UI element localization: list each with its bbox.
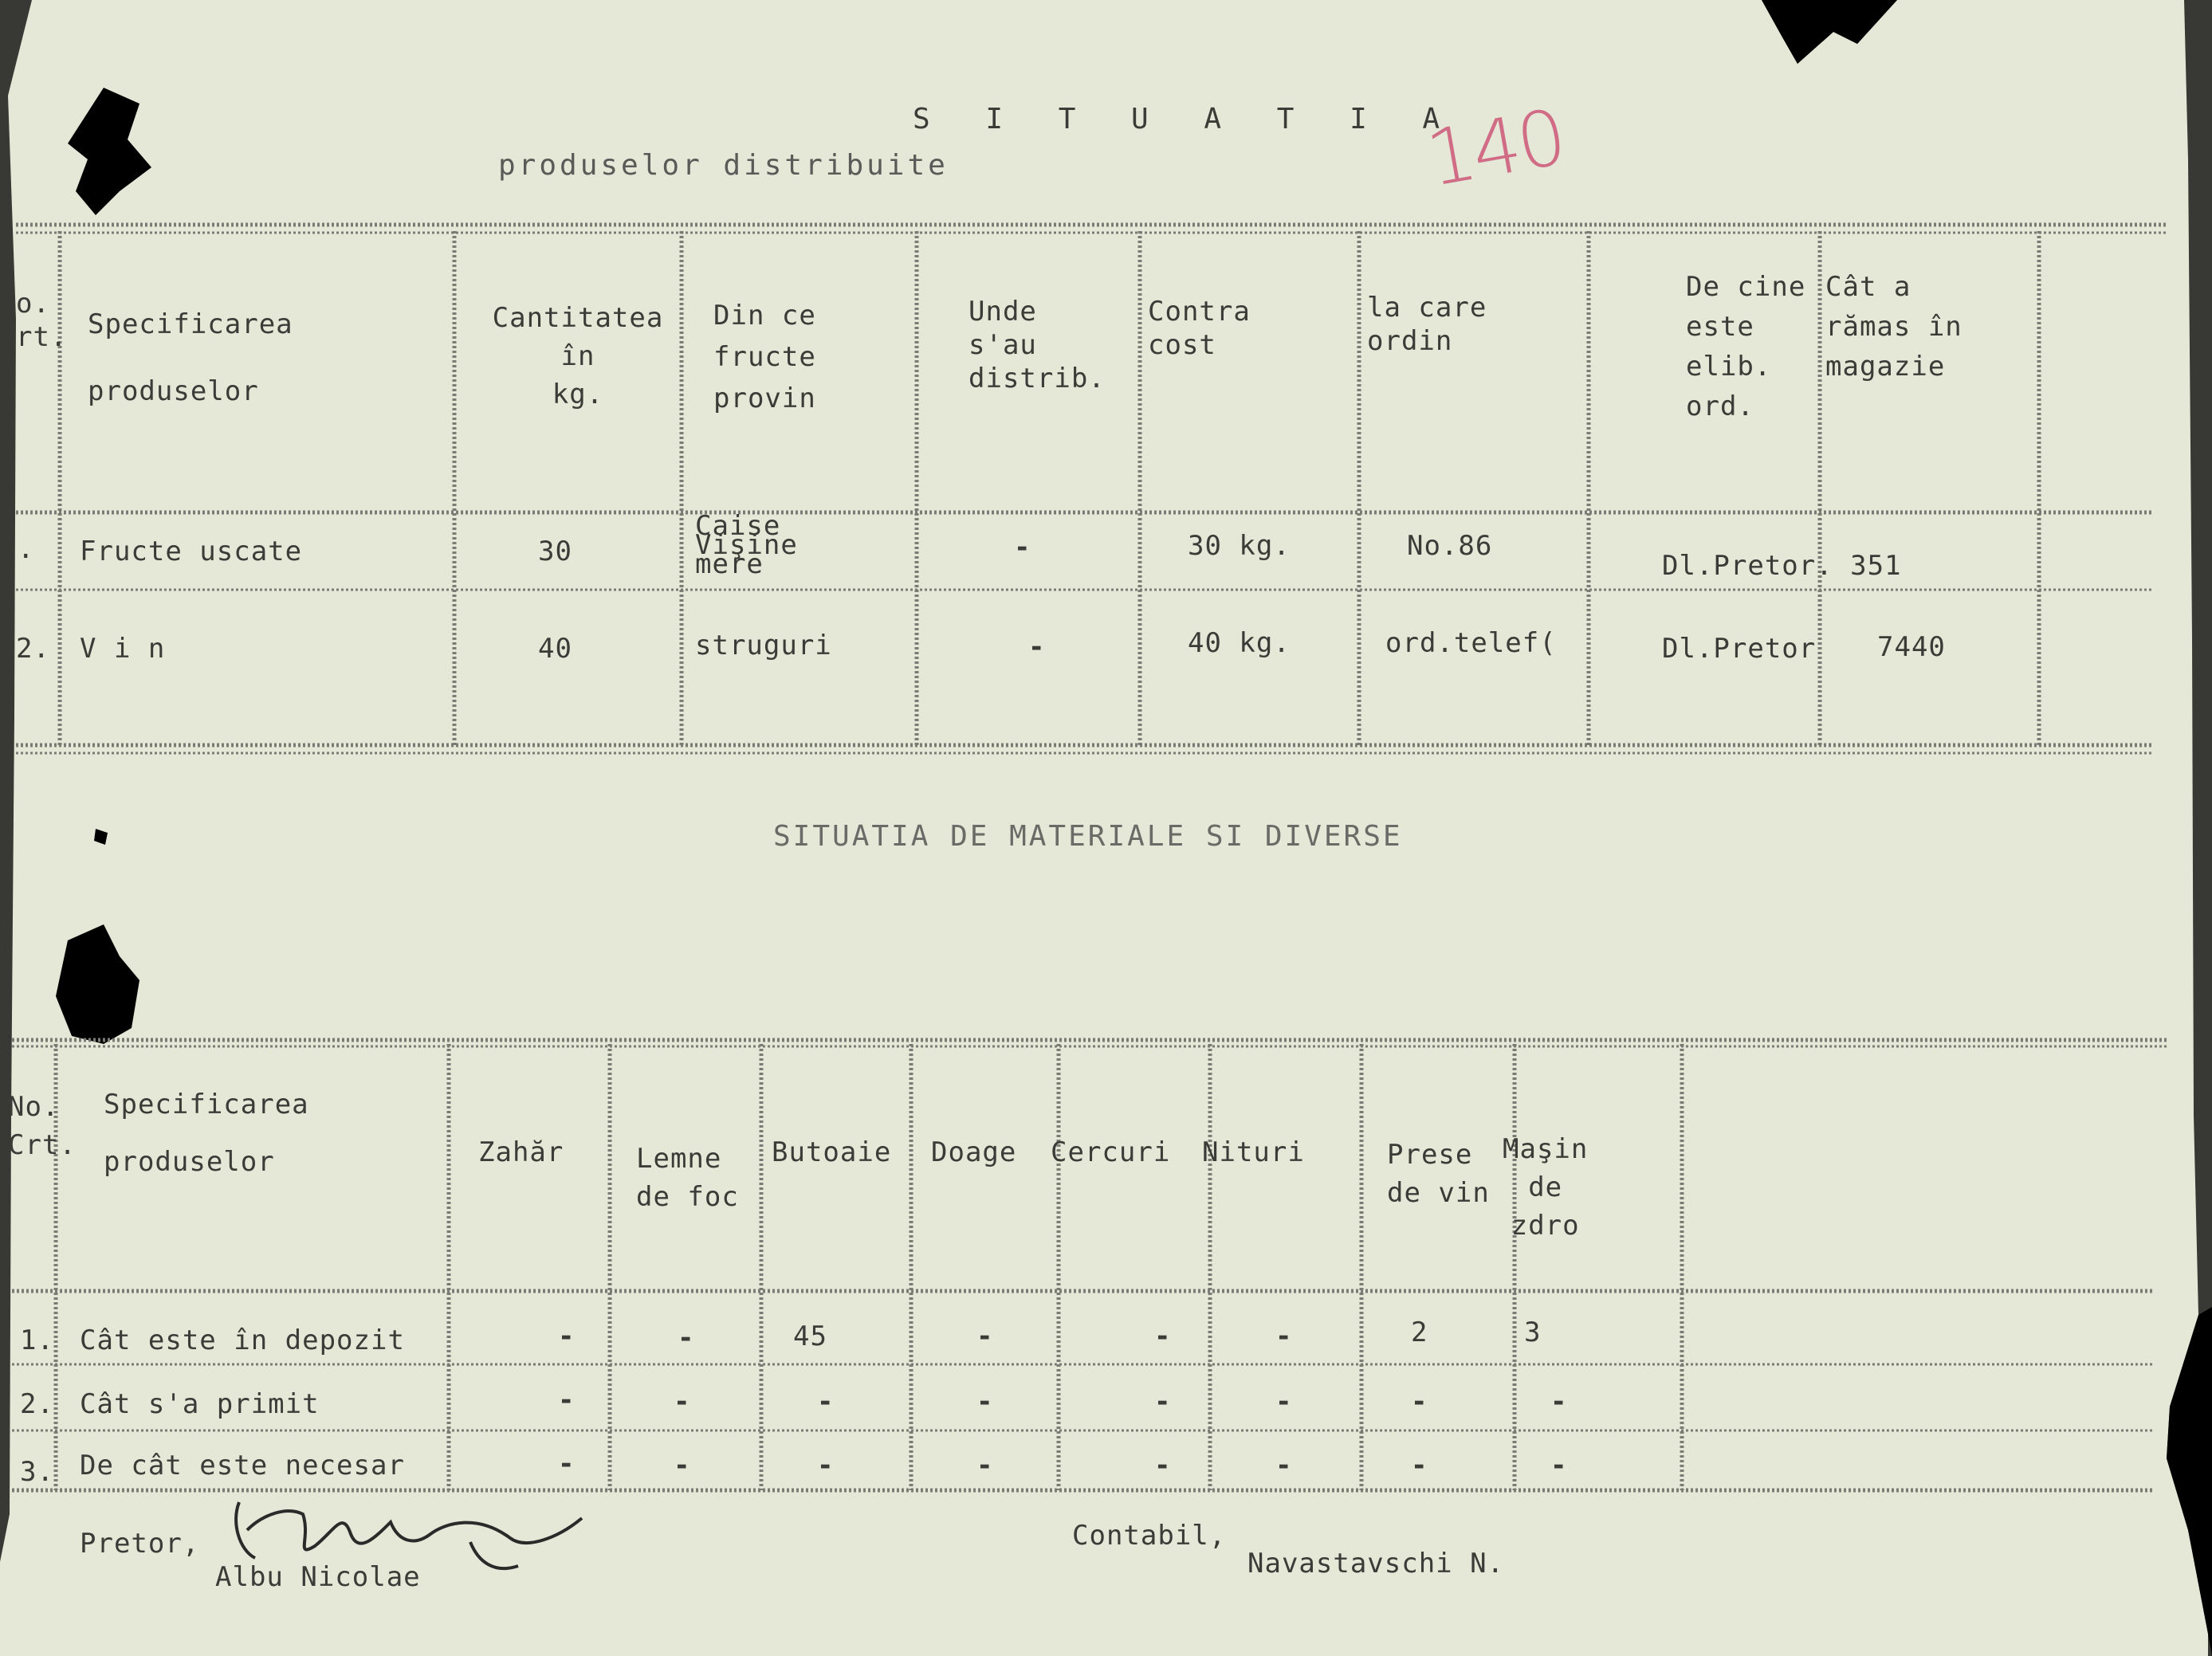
t1-header-unde: Unde s'au distrib. bbox=[968, 296, 1106, 394]
t2-row3-doage: - bbox=[976, 1450, 994, 1481]
pretor-label: Pretor, bbox=[80, 1528, 200, 1560]
t2-header-butoaie: Butoaie bbox=[772, 1136, 892, 1168]
t2-row3-butoaie: - bbox=[817, 1450, 835, 1481]
t2-header-lemne: Lemne de foc bbox=[636, 1143, 739, 1213]
t2-row2-prese: - bbox=[1411, 1386, 1428, 1418]
t1-row1-contra: 30 kg. bbox=[1188, 530, 1291, 562]
t1-row1-nr: . bbox=[18, 533, 35, 565]
t2-row2-doage: - bbox=[976, 1386, 994, 1418]
t1-header-nr: o. rt. bbox=[16, 288, 68, 353]
document-title: S I T U A T I A bbox=[913, 103, 1460, 135]
t1-row1-unde: - bbox=[1014, 532, 1031, 563]
t2-header-spec: Specificarea produselor bbox=[104, 1089, 309, 1178]
t2-header-nituri: Nituri bbox=[1202, 1136, 1305, 1168]
t2-header-zahar: Zahăr bbox=[478, 1136, 564, 1168]
t2-row3-spec: De cât este necesar bbox=[80, 1450, 405, 1481]
t2-row2-lemne: - bbox=[674, 1386, 691, 1418]
t1-row1-ordin: No.86 bbox=[1407, 530, 1493, 562]
t1-header-din-ce: Din ce fructe provin bbox=[713, 300, 816, 414]
t1-row2-contra: 40 kg. bbox=[1188, 627, 1291, 659]
t2-header-cercuri: Cercuri bbox=[1051, 1136, 1171, 1168]
pretor-name: Albu Nicolae bbox=[215, 1561, 421, 1593]
t2-row3-nituri: - bbox=[1275, 1450, 1293, 1481]
t2-row1-doage: - bbox=[976, 1320, 994, 1352]
t2-row1-nituri: - bbox=[1275, 1320, 1293, 1352]
t2-row2-nr: 2. bbox=[20, 1388, 54, 1420]
t2-row1-spec: Cât este în depozit bbox=[80, 1324, 405, 1356]
t1-header-ramas: Cât a rămas în magazie bbox=[1825, 271, 1963, 383]
t2-header-doage: Doage bbox=[931, 1136, 1017, 1168]
t2-row1-lemne: - bbox=[678, 1322, 695, 1354]
t1-row1-de-cine: Dl.Pretor. 351 bbox=[1662, 550, 1902, 582]
t2-row3-prese: - bbox=[1411, 1450, 1428, 1481]
t1-row2-nr: 2. bbox=[16, 633, 50, 665]
t1-row2-ramas: 7440 bbox=[1877, 631, 1946, 663]
t1-header-cantitate: Cantitatea în kg. bbox=[492, 302, 664, 410]
t2-row3-lemne: - bbox=[674, 1450, 691, 1481]
t1-row2-cantitate: 40 bbox=[538, 633, 572, 665]
t2-row2-nituri: - bbox=[1275, 1386, 1293, 1418]
section2-title: SITUATIA DE MATERIALE SI DIVERSE bbox=[773, 820, 1403, 853]
t2-row3-zahar: - bbox=[558, 1448, 576, 1480]
t1-row2-spec: V i n bbox=[80, 633, 166, 665]
t1-header-contra: Contra cost bbox=[1148, 296, 1251, 361]
t1-row2-din-ce: struguri bbox=[695, 630, 832, 661]
t1-header-spec: Specificarea produselor bbox=[88, 308, 293, 407]
document-subtitle: produselor distribuite bbox=[498, 149, 949, 182]
t1-row1-spec: Fructe uscate bbox=[80, 536, 303, 567]
t2-row2-cercuri: - bbox=[1154, 1386, 1172, 1418]
t2-row3-cercuri: - bbox=[1154, 1450, 1172, 1481]
t2-row3-nr: 3. bbox=[20, 1456, 54, 1488]
t1-row1-din-ce: Caise Vişine mere bbox=[695, 510, 798, 580]
t2-row1-masini: 3 bbox=[1524, 1317, 1542, 1348]
t2-row3-masini: - bbox=[1550, 1450, 1568, 1481]
t2-row1-cercuri: - bbox=[1154, 1320, 1172, 1352]
t2-header-nr: No. Crt. bbox=[8, 1091, 77, 1161]
t1-row1-cantitate: 30 bbox=[538, 536, 572, 567]
t2-row2-zahar: - bbox=[558, 1384, 576, 1416]
t1-header-de-cine: De cine este elib. ord. bbox=[1686, 271, 1806, 422]
t2-row2-butoaie: - bbox=[817, 1386, 835, 1418]
t1-header-ordin: la care ordin bbox=[1367, 292, 1487, 357]
t2-row1-butoaie: 45 bbox=[793, 1320, 827, 1352]
contabil-name: Navastavschi N. bbox=[1247, 1548, 1505, 1579]
t1-row2-de-cine: Dl.Pretor bbox=[1662, 633, 1817, 665]
t2-row1-prese: 2 bbox=[1411, 1317, 1428, 1348]
page-number-stamp: 140 bbox=[1420, 92, 1570, 205]
t2-row2-masini: - bbox=[1550, 1386, 1568, 1418]
t2-row1-zahar: - bbox=[558, 1320, 576, 1352]
contabil-label: Contabil, bbox=[1072, 1520, 1227, 1552]
t2-row1-nr: 1. bbox=[20, 1324, 54, 1356]
t2-header-masini: Maşin de zdro bbox=[1503, 1133, 1589, 1242]
t2-row2-spec: Cât s'a primit bbox=[80, 1388, 320, 1420]
t2-header-prese: Prese de vin bbox=[1387, 1139, 1490, 1209]
t1-row2-ordin: ord.telef( bbox=[1385, 627, 1557, 659]
t1-row2-unde: - bbox=[1028, 631, 1046, 663]
